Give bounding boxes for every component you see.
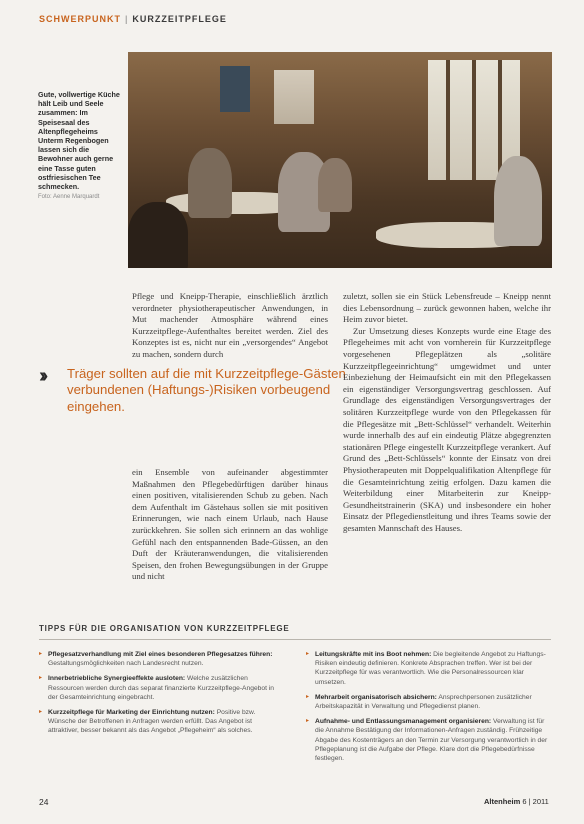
bullet-icon: ▸ bbox=[306, 693, 310, 700]
caption-text: Gute, vollwertige Küche hält Leib und Seele zusammen: Im Speisesaal des Altenpflegeheims Unterm Regenbogen lassen sich die Bewohner auch gerne eine Tasse guten ostfriesischen Tee schmecken. bbox=[38, 90, 120, 192]
photo-chair bbox=[128, 202, 188, 268]
quote-chevron-icon: ›› bbox=[39, 365, 45, 387]
photo-window-frame bbox=[472, 60, 476, 180]
body-paragraph: Pflege und Kneipp-Therapie, einschließlich ärztlich verordneter physiotherapeutischer Anwendungen, in Mut machender Atmosphäre während eines Kurzzeitpflege-Aufenthaltes bereitet werden. Ziel des Konzeptes ist es, nicht nur ein „versorgendes“ Angebot zu machen, sondern durch bbox=[132, 291, 328, 359]
section-label: SCHWERPUNKT bbox=[39, 14, 121, 24]
tip-item: ▸ Kurzzeitpflege für Marketing der Einrichtung nutzen: Positive bzw. Wünsche der Betroffenen in Anfragen werden erfüllt. Das Angebot ist attraktiver, besser bekannt als das Angebot „Pflegeheim“ als solches. bbox=[39, 709, 256, 735]
photo-resident bbox=[318, 158, 352, 212]
photo-window-frame bbox=[446, 60, 450, 180]
bullet-icon: ▸ bbox=[306, 718, 310, 725]
body-column-1-top bbox=[132, 291, 328, 361]
body-column-2 bbox=[343, 291, 551, 534]
bullet-icon: ▸ bbox=[39, 675, 43, 682]
body-paragraph: Zur Umsetzung dieses Konzepts wurde eine Etage des Pflegeheimes mit acht von vornherein für Kurzzeitpflege vorgesehenen Pflegeplätzen als „solitäre Kurzzeitpflegeeinrichtung“ umgewidmet und unter Einbeziehung der Heimaufsicht ein mit den Pflegekassen ein eigenständiger Versorgungsvertrag geschlossen. Auf Grundlage des eigenständigen Versorgungsvertrages der solitären Kurzzeitpflege wurde von den Pflegekassen für die Pflegesätze mit „Bett-Schlüssel“ verhandelt. Weiterhin wurde innerhalb des auf ein eindeutig Plätze abgegrenzten stationären Pflege eingestellt Kurzzeitpflege verankert. Auf Grund des „Bett-Schlüssels“ konnte der Einsatz von drei Physiotherapeuten mit Doppelqualifikation Altenpflege für die Gesamteinrichtung zeitig erfolgen. Dazu kamen die Weiterbildung einer Mitarbeiterin zur Kneipp-Gesundheitstrainerin (SKA) und insbesondere ein hoher Einsatz der Pflegedienstleitung und ihres Teams sowie der gesamten Mannschaft des Hauses. bbox=[343, 325, 551, 533]
bullet-icon: ▸ bbox=[39, 709, 43, 716]
body-paragraph: zuletzt, sollen sie ein Stück Lebensfreude – Kneipp nennt dies Lebensordnung – zurück gewonnen haben, welche ihr Heim zuvor bietet. bbox=[343, 291, 551, 325]
photo-resident bbox=[494, 156, 542, 246]
tips-column-left bbox=[39, 650, 284, 769]
photo-picture bbox=[220, 66, 250, 112]
page-number: 24 bbox=[39, 797, 49, 807]
photo-credit: Foto: Aenne Marquardt bbox=[38, 194, 100, 201]
tip-item: ▸ Pflegesatzverhandlung mit Ziel eines besonderen Pflegesatzes führen: Gestaltungsmöglichkeiten nach Landesrecht nutzen. bbox=[39, 651, 273, 668]
photo-resident bbox=[188, 148, 232, 218]
topic-label: KURZZEITPFLEGE bbox=[132, 14, 227, 24]
header-separator: | bbox=[125, 14, 129, 24]
photo-caption bbox=[38, 90, 124, 202]
bullet-icon: ▸ bbox=[39, 651, 43, 657]
tips-title: TIPPS FÜR DIE ORGANISATION VON KURZZEITPFLEGE bbox=[39, 624, 551, 640]
pull-quote bbox=[39, 366, 357, 415]
tip-item: ▸ Leitungskräfte mit ins Boot nehmen: Die begleitende Angebot zu Haftungs-Risiken eindeutig definieren. Konkrete Absprachen treffen. Wer ist bei der Kurzzeitpflege für was verantwortlich. Wie die Personalressourcen klar umsetzen. bbox=[306, 651, 546, 686]
body-column-1-bottom bbox=[132, 467, 328, 583]
tips-box bbox=[39, 624, 551, 769]
section-header bbox=[39, 14, 227, 24]
tips-column-right bbox=[306, 650, 551, 769]
body-paragraph: ein Ensemble von aufeinander abgestimmter Maßnahmen den Pflegebedürftigen darüber hinaus einen positiven, vitalisierenden Schub zu geben. Nach dem Aufenthalt im Gästehaus sollen sie mit positiven Erinnerungen, wie nach einem Urlaub, nach Hause zurückkehren. Sie sollen sich erinnern an das wohlige Gefühl nach den entspannenden Bade-Güssen, an den Duft der Kräuteranwendungen, die vitalisierenden Speisen, den frohen Bewegungsübungen in der Gruppe und nicht bbox=[132, 467, 328, 582]
magazine-name: Altenheim bbox=[484, 797, 521, 806]
bullet-icon: ▸ bbox=[306, 651, 310, 657]
photo-window-center bbox=[274, 70, 314, 124]
pull-quote-text: Träger sollten auf die mit Kurzzeitpflege-Gästen verbundenen (Haftungs-)Risiken vorbeugend eingehen. bbox=[67, 366, 346, 414]
tip-item: ▸ Aufnahme- und Entlassungsmanagement organisieren: Verwaltung ist für die Annahme Bestätigung der Informationen-Anfragen zuständig. Frühzeitige Abgabe des Kostenträgers an den Termin zur Versorgung verantwortlich in der Pflegeplanung ist die Aufgabe der Pflege. Klare dort die Pflegebedürfnisse festlegen. bbox=[306, 718, 548, 763]
magazine-brand bbox=[484, 797, 549, 806]
dining-room-photo bbox=[128, 52, 552, 268]
tip-item: ▸ Mehrarbeit organisatorisch absichern: Ansprechpersonen zusätzlicher Arbeitskapazität in Verwaltung und Pflegedienst planen. bbox=[306, 693, 532, 711]
photo-window-frame bbox=[498, 60, 502, 180]
magazine-issue: 6 | 2011 bbox=[522, 797, 549, 806]
tip-item: ▸ Innerbetriebliche Synergieeffekte ausloten: Welche zusätzlichen Ressourcen werden durch das separat finanzierte Kurzzeitpflege-Angebot in der Gesamteinrichtung eingebracht. bbox=[39, 675, 275, 701]
